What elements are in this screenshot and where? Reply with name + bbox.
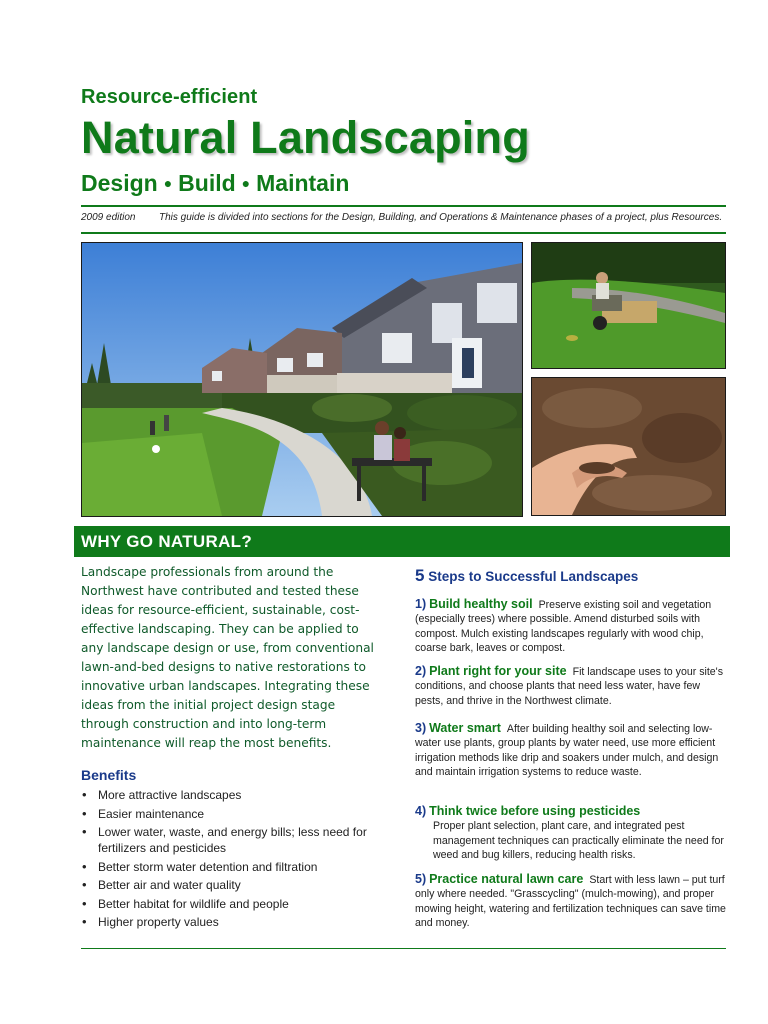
list-item: • More attractive landscapes — [81, 787, 391, 803]
bullet-dot-icon: ● — [241, 175, 251, 191]
list-item: • Better air and water quality — [81, 877, 391, 893]
intro-paragraph: Landscape professionals from around the Northwest have contributed and tested these ideas for resource-efficient, sustainable, cost-effective landscaping. They can be applied to any landscape design or use, from conventional lawn-and-bed designs to native restorations to innovative urban landscapes. Integrating these ideas from the initial project design stage through construction and into long-term maintenance will reap the most benefits. — [81, 565, 374, 750]
subtitle-build: Build — [178, 170, 236, 196]
step-text: Preserve existing soil and vegetation (especially trees) where possible. Amend disturbed soils with compost. Mulch existing landscapes regularly with wood chip, coarse bark, leaves or compost. — [415, 599, 712, 655]
page-title: Natural Landscaping — [81, 112, 530, 163]
step-item — [415, 597, 727, 656]
step-item — [415, 721, 727, 780]
lawn-mower-photo — [531, 242, 726, 369]
step-label: Plant right for your site — [429, 664, 567, 678]
step-text: After building healthy soil and selecting low-water use plants, group plants by water need, use more efficient irrigation methods like drip and soakers under mulch, and design and maintain irrigation systems to reduce waste. — [415, 723, 719, 779]
benefits-list — [81, 787, 391, 933]
subtitle-maintain: Maintain — [256, 170, 350, 196]
step-number: 3) — [415, 721, 427, 735]
edition-row — [81, 212, 726, 223]
step-label: Build healthy soil — [429, 597, 533, 611]
subtitle — [81, 170, 349, 197]
bullet-dot-icon: ● — [163, 175, 173, 191]
step-item — [415, 804, 727, 863]
why-go-natural-banner: WHY GO NATURAL? — [74, 526, 730, 557]
benefits-heading: Benefits — [81, 767, 137, 783]
edition-label: 2009 edition — [81, 212, 136, 223]
step-label: Think twice before using pesticides — [429, 804, 641, 818]
kicker-title: Resource-efficient — [81, 86, 258, 108]
step-item — [415, 872, 727, 931]
list-item: • Lower water, waste, and energy bills; less need for fertilizers and pesticides — [81, 824, 391, 856]
step-number: 1) — [415, 597, 427, 611]
step-label: Practice natural lawn care — [429, 872, 584, 886]
footer-divider — [81, 948, 726, 949]
steps-heading — [415, 566, 638, 586]
step-item — [415, 664, 727, 708]
list-item: • Easier maintenance — [81, 806, 391, 822]
step-label: Water smart — [429, 721, 501, 735]
list-item: • Better storm water detention and filtration — [81, 859, 391, 875]
step-number: 4) — [415, 804, 427, 818]
step-number: 5) — [415, 872, 427, 886]
step-text: Proper plant selection, plant care, and integrated pest management techniques can practically eliminate the need for weed and bug killers, reducing health risks. — [433, 820, 724, 862]
header-divider-bottom — [81, 232, 726, 234]
list-item: • Better habitat for wildlife and people — [81, 896, 391, 912]
step-text: Start with less lawn – put turf only where needed. "Grasscycling" (mulch-mowing), and proper mowing height, watering and fertilization techniques can save time and money. — [415, 874, 726, 930]
subtitle-design: Design — [81, 170, 158, 196]
soil-hand-photo — [531, 377, 726, 516]
homes-lawn-path-photo — [81, 242, 523, 517]
guide-description: This guide is divided into sections for the Design, Building, and Operations & Maintenance phases of a project, plus Resources. — [159, 212, 723, 223]
list-item: • Higher property values — [81, 914, 391, 930]
header-divider-top — [81, 205, 726, 207]
steps-heading-text: Steps to Successful Landscapes — [428, 569, 639, 584]
steps-heading-number: 5 — [415, 566, 425, 585]
step-text: Fit landscape uses to your site's conditions, and choose plants that need less water, have few pests, and thrive in the Northwest climate. — [415, 666, 724, 707]
step-number: 2) — [415, 664, 427, 678]
